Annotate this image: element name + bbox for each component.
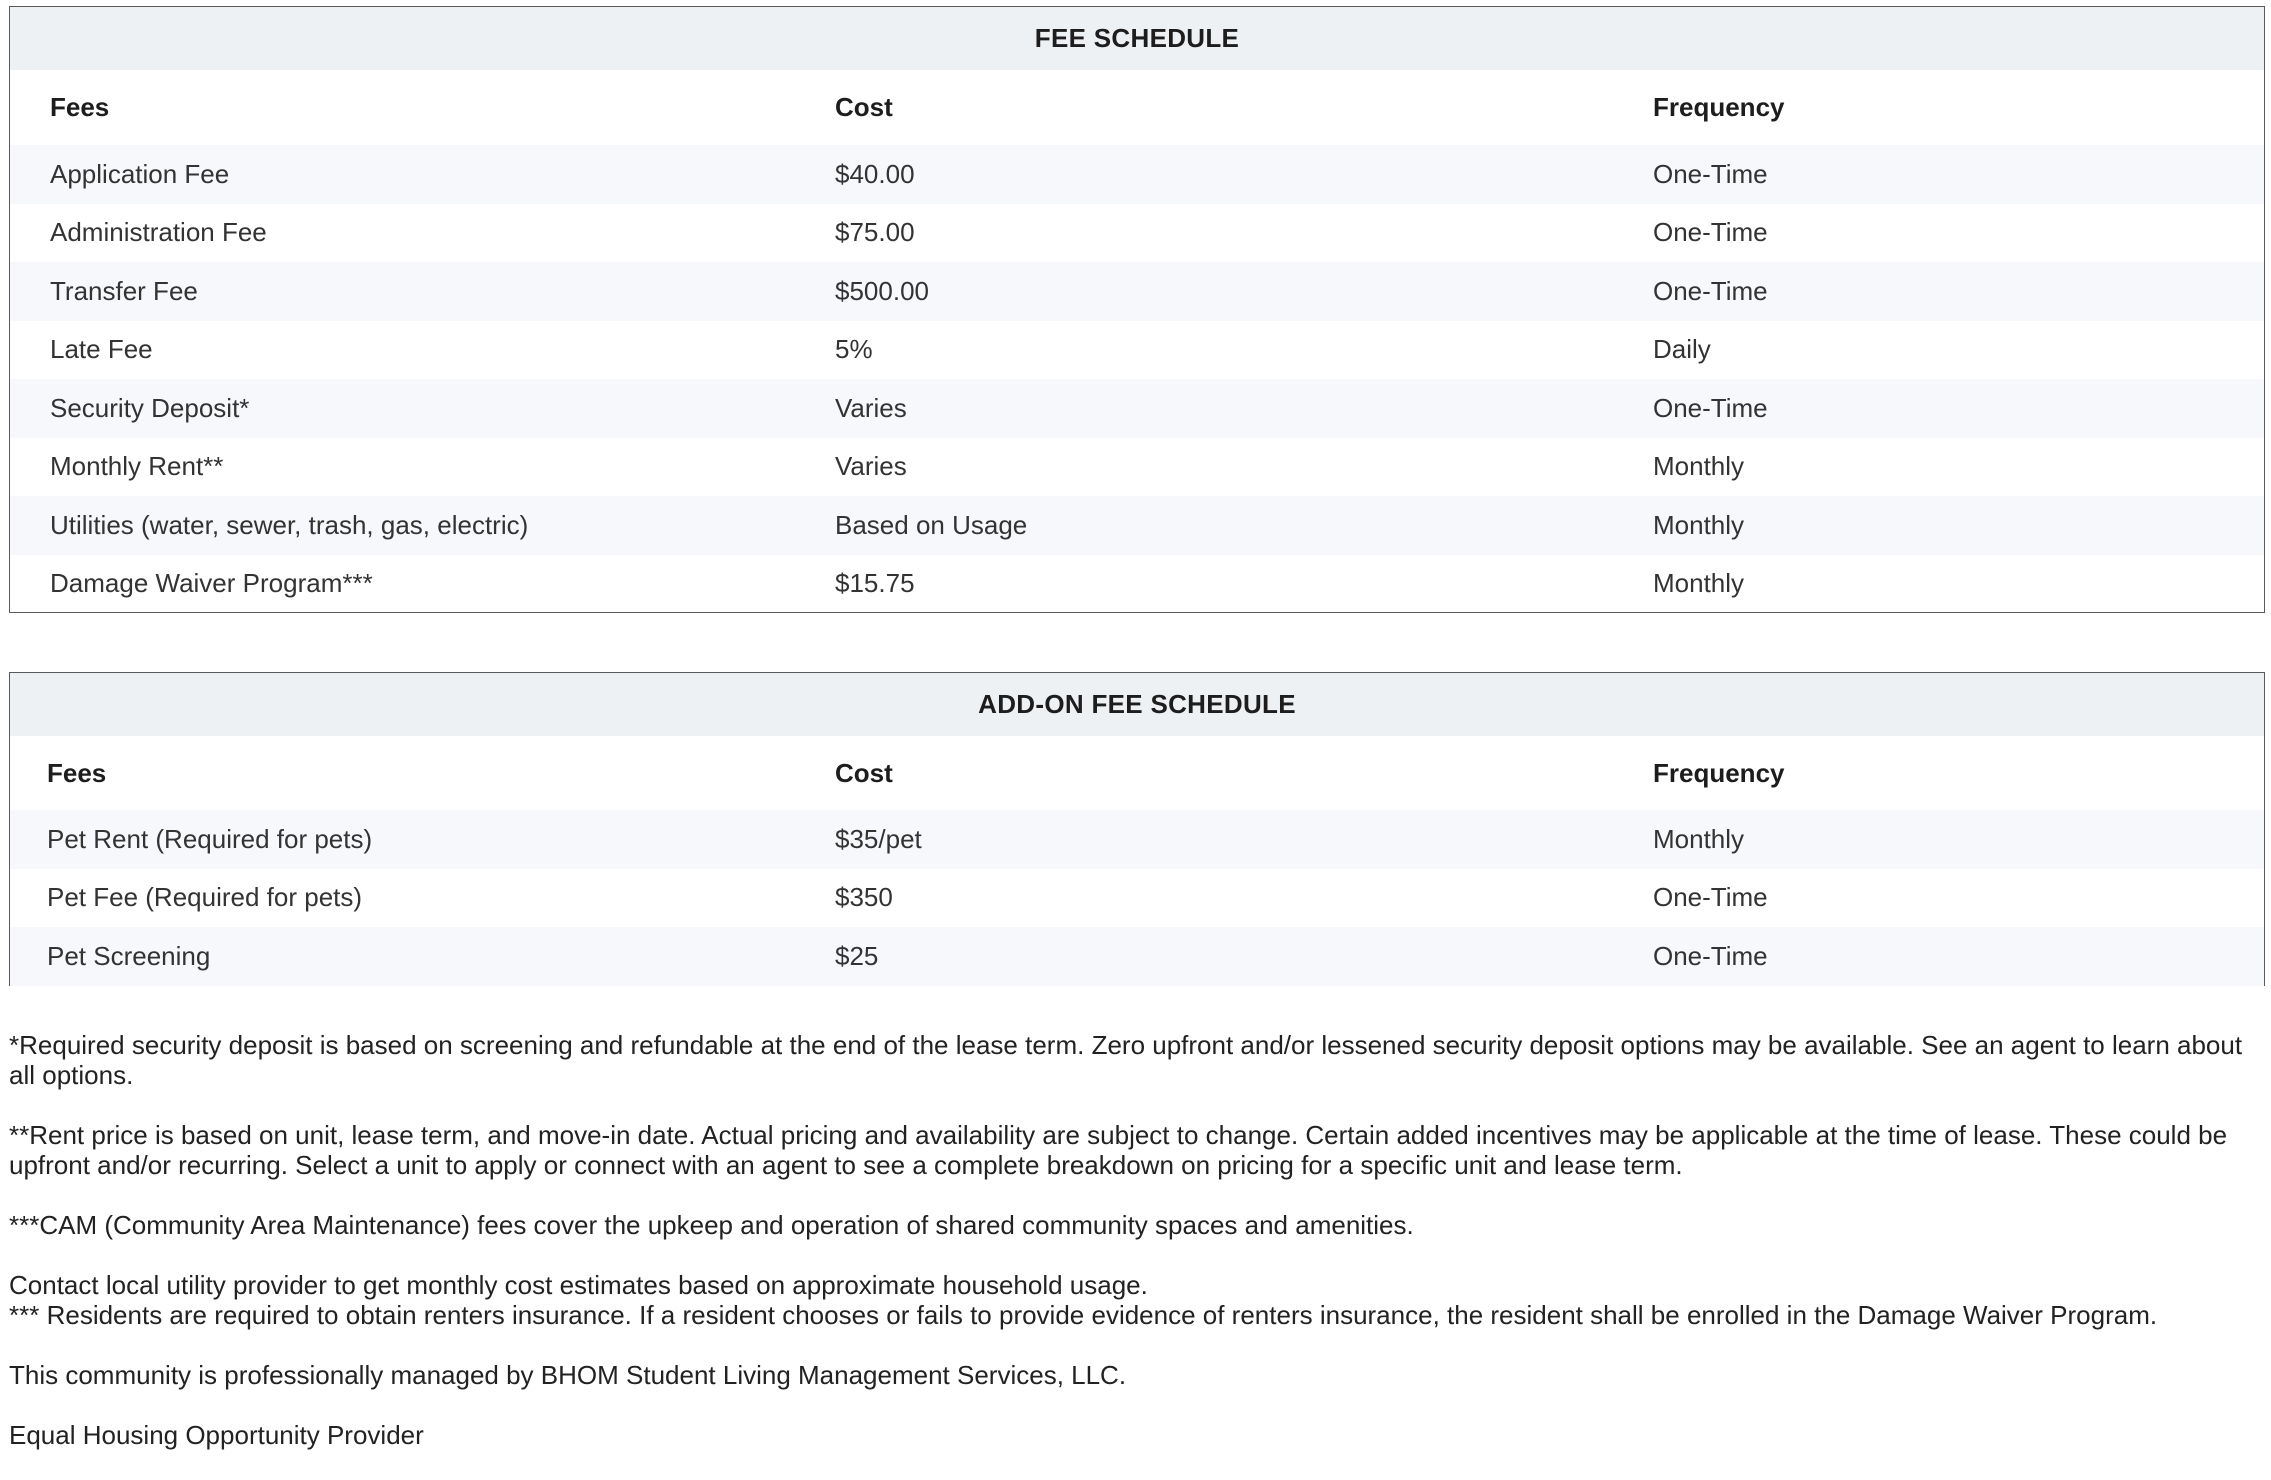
management-note: This community is professionally managed by BHOM Student Living Management Services, LLC. [9, 1360, 1127, 1390]
fee-name: Pet Fee (Required for pets) [47, 882, 363, 913]
fee-name: Security Deposit* [50, 392, 250, 423]
fee-frequency: One-Time [1653, 275, 1768, 306]
fee-name: Damage Waiver Program*** [50, 568, 373, 599]
table-row [10, 555, 2264, 614]
fee-cost: $40.00 [835, 158, 915, 189]
header-fees: Fees [47, 757, 107, 788]
fee-frequency: One-Time [1653, 158, 1768, 189]
fee-name: Pet Screening [47, 940, 211, 971]
fee-cost: Varies [835, 451, 907, 482]
table-row [10, 145, 2264, 204]
fee-cost: $350 [835, 882, 893, 913]
fee-frequency: Monthly [1653, 568, 1745, 599]
fee-frequency: One-Time [1653, 940, 1768, 971]
fee-frequency: One-Time [1653, 392, 1768, 423]
fee-frequency: Monthly [1653, 509, 1745, 540]
fee-cost: $35/pet [835, 823, 922, 854]
fee-frequency: One-Time [1653, 217, 1768, 248]
fee-cost: $15.75 [835, 568, 915, 599]
fee-frequency: Monthly [1653, 823, 1745, 854]
fee-cost: Varies [835, 392, 907, 423]
fee-schedule-header-row [10, 70, 2264, 145]
cam-note: ***CAM (Community Area Maintenance) fees cover the upkeep and operation of shared community spaces and amenities. [9, 1210, 1414, 1240]
addon-fee-schedule-table [9, 672, 2265, 986]
header-frequency: Frequency [1653, 92, 1785, 122]
fee-name: Utilities (water, sewer, trash, gas, electric) [50, 509, 529, 540]
equal-housing-note: Equal Housing Opportunity Provider [9, 1420, 424, 1450]
header-fees: Fees [50, 92, 110, 122]
table-row [10, 927, 2264, 986]
fee-schedule-title: FEE SCHEDULE [10, 7, 2264, 70]
fee-cost: 5% [835, 334, 873, 365]
table-row [10, 869, 2264, 928]
table-row [10, 321, 2264, 380]
table-row [10, 379, 2264, 438]
utility-note: Contact local utility provider to get monthly cost estimates based on approximate household usage. [9, 1270, 1148, 1300]
header-cost: Cost [835, 757, 893, 788]
fee-schedule-table [9, 6, 2265, 613]
fee-name: Pet Rent (Required for pets) [47, 823, 373, 854]
security-deposit-note: *Required security deposit is based on screening and refundable at the end of the lease term. Zero upfront and/or lessened security deposit options may be available. See an agent to learn about all options. [9, 1030, 2243, 1090]
fee-cost: Based on Usage [835, 509, 1028, 540]
addon-header-row [10, 736, 2264, 810]
rent-price-note: **Rent price is based on unit, lease term, and move-in date. Actual pricing and availability are subject to change. Certain added incentives may be applicable at the time of lease. These could be upfront and/or recurring. Select a unit to apply or connect with an agent to see a complete breakdown on pricing for a specific unit and lease term. [9, 1120, 2228, 1180]
footnotes [9, 1030, 2261, 1480]
fee-name: Monthly Rent** [50, 451, 224, 482]
table-row [10, 204, 2264, 263]
fee-cost: $500.00 [835, 275, 929, 306]
insurance-note: *** Residents are required to obtain renters insurance. If a resident chooses or fails to provide evidence of renters insurance, the resident shall be enrolled in the Damage Waiver Program. [9, 1300, 2158, 1330]
fee-name: Late Fee [50, 334, 153, 365]
table-row [10, 262, 2264, 321]
fee-name: Transfer Fee [50, 275, 198, 306]
fee-frequency: Monthly [1653, 451, 1745, 482]
header-cost: Cost [835, 92, 893, 122]
fee-name: Application Fee [50, 158, 230, 189]
fee-frequency: One-Time [1653, 882, 1768, 913]
fee-name: Administration Fee [50, 217, 267, 248]
fee-cost: $25 [835, 940, 879, 971]
table-row [10, 438, 2264, 497]
addon-fee-schedule-title: ADD-ON FEE SCHEDULE [10, 673, 2264, 736]
header-frequency: Frequency [1653, 757, 1785, 788]
fee-frequency: Daily [1653, 334, 1711, 365]
table-row [10, 810, 2264, 869]
fee-cost: $75.00 [835, 217, 915, 248]
table-row [10, 496, 2264, 555]
